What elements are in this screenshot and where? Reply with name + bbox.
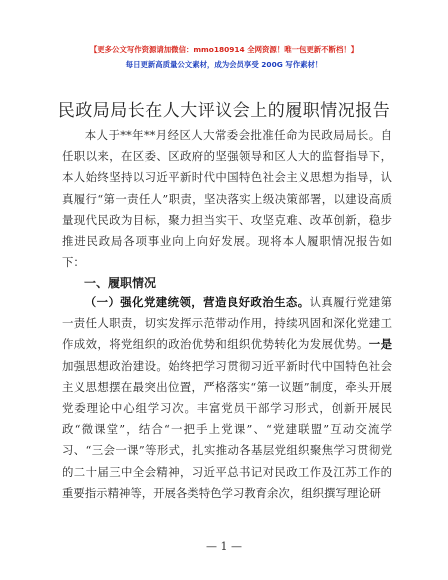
promo-banner-line-1: 【更多公文写作资源请加微信：mmo180914 全网资源！唯一包更新不断档！】: [89, 45, 359, 54]
document-title: 民政局局长在人大评议会上的履职情况报告: [57, 101, 391, 121]
section-paragraph: [62, 292, 392, 504]
intro-paragraph: 本人于**年**月经区人大常委会批准任命为民政局局长。自任职以来，在区委、区政府的坚强领导和区人大的监督指导下，本人始终坚持以习近平新时代中国特色社会主义思想为指导，认真履行“第一责任人”职责，坚决落实上级决策部署，以建设高质量现代民政为目标，聚力担当实干、攻坚克难、改革创新，稳步推进民政局各项事业向上向好发展。现将本人履职情况报告如下：: [62, 128, 392, 270]
subsection-heading: （一）强化党建统领，营造良好政治生态。: [84, 295, 310, 309]
page-number: — 1 —: [206, 540, 242, 553]
section-heading: 一、履职情况: [84, 276, 157, 290]
promo-banner-line-2: 每日更新高质量公文素材，成为会员享受 200G 写作素材！: [125, 60, 323, 69]
paragraph-text-a: 认真履行党建第一责任人职责，切实发挥示范带动作用，持续巩固和深化党建工作成效，将党组织的政治优势和组织优势转化为发展优势。: [62, 295, 392, 352]
paragraph-text-b: 加强思想政治建设。始终把学习贯彻习近平新时代中国特色社会主义思想摆在最突出位置，严格落实“第一议题”制度，牵头开展党委理论中心组学习次。丰富党员干部学习形式，创新开展民政“微课堂”，结合“一把手上党课”、“党建联盟”互动交流学习、“三会一课”等形式，扎实推动各基层党组织聚焦学习贯彻党的二十届三中全会精神，习近平总书记对民政工作及江苏工作的重要指示精神等，开展各类特色学习教育余次，组织撰写理论研: [62, 358, 392, 500]
point-marker: 一是: [368, 337, 392, 352]
